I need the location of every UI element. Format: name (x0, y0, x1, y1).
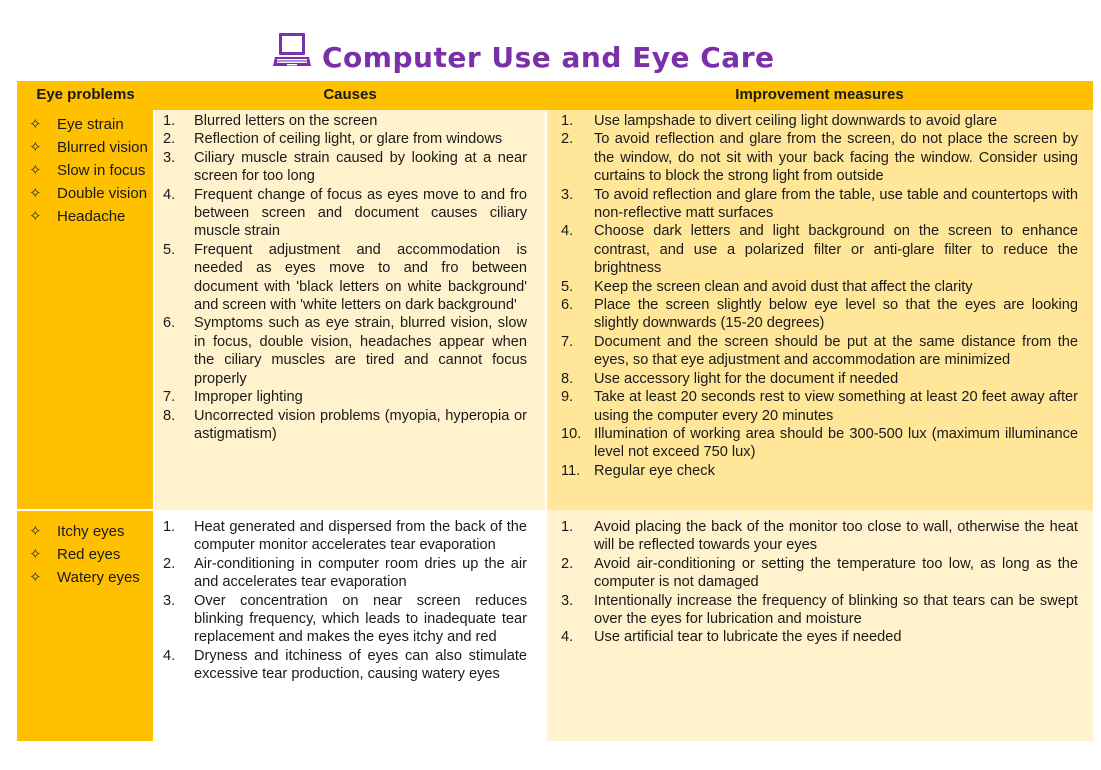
laptop-icon (272, 30, 312, 70)
four-point-star-icon: ✧ (29, 139, 42, 156)
table-row (17, 510, 1093, 741)
list-item-text: Use accessory light for the document if needed (594, 370, 899, 387)
list-item-text: To avoid reflection and glare from the table, use table and countertops with non-reflective matt surfaces (594, 186, 1078, 222)
causes-cell (154, 110, 546, 510)
list-number: 1. (561, 519, 574, 535)
eye-problem-item (29, 161, 153, 180)
header-improvement-measures: Improvement measures (546, 81, 1093, 110)
list-number: 2. (163, 555, 176, 572)
four-point-star-icon: ✧ (29, 116, 42, 133)
list-item-text: Document and the screen should be put at the same distance from the eyes, so that eye adjustment and accommodation are minimized (594, 333, 1078, 369)
list-item (155, 130, 545, 148)
list-item (547, 278, 1093, 296)
list-item-text: Uncorrected vision problems (myopia, hyperopia or astigmatism) (194, 407, 527, 442)
list-item-text: Keep the screen clean and avoid dust that affect the clarity (594, 278, 973, 295)
list-number: 7. (561, 333, 574, 350)
list-number: 6. (561, 297, 574, 314)
list-item (155, 241, 545, 315)
eye-problem-label: Itchy eyes (57, 523, 125, 540)
eye-problem-label: Double vision (57, 185, 148, 202)
page-title: Computer Use and Eye Care (322, 41, 775, 74)
list-number: 10. (561, 425, 582, 442)
list-number: 1. (163, 113, 176, 129)
list-item-text: Use artificial tear to lubricate the eyes if needed (594, 629, 902, 646)
list-item (547, 518, 1093, 555)
list-item-text: Heat generated and dispersed from the back of the computer monitor accelerates tear evaporation (194, 519, 527, 554)
four-point-star-icon: ✧ (29, 185, 42, 202)
list-item (547, 592, 1093, 629)
list-number: 3. (561, 592, 574, 609)
eye-problem-label: Blurred vision (57, 139, 148, 156)
list-item (155, 149, 545, 186)
list-number: 6. (163, 315, 176, 332)
list-item (155, 112, 545, 130)
eye-problem-label: Red eyes (57, 546, 121, 563)
list-number: 5. (163, 241, 176, 258)
problems-cell (17, 510, 154, 741)
list-number: 9. (561, 389, 574, 406)
list-item-text: Ciliary muscle strain caused by looking at a near screen for too long (194, 149, 527, 185)
list-item (155, 388, 545, 406)
list-item (547, 370, 1093, 388)
list-number: 1. (561, 113, 574, 129)
list-item-text: Improper lighting (194, 389, 303, 406)
eye-problem-item (29, 522, 153, 541)
list-number: 7. (163, 389, 176, 406)
eye-problem-item (29, 207, 153, 226)
list-item-text: Illumination of working area should be 300-500 lux (maximum illuminance level not exceed 750 lux) (594, 425, 1078, 461)
list-item (155, 647, 545, 684)
list-number: 4. (163, 186, 176, 203)
list-number: 1. (163, 519, 176, 535)
list-number: 4. (561, 223, 574, 240)
list-number: 2. (561, 555, 574, 572)
four-point-star-icon: ✧ (29, 569, 42, 586)
header-eye-problems: Eye problems (17, 81, 154, 110)
eye-problem-item (29, 545, 153, 564)
measures-cell (546, 510, 1093, 741)
list-item (547, 186, 1093, 223)
list-item (547, 462, 1093, 480)
list-item-text: Dryness and itchiness of eyes can also stimulate excessive tear production, causing watery eyes (194, 647, 527, 683)
list-number: 4. (163, 647, 176, 664)
list-number: 8. (163, 407, 176, 424)
table-row (17, 110, 1093, 510)
list-item-text: Intentionally increase the frequency of blinking so that tears can be swept over the eyes for lubrication and moisture (594, 592, 1078, 628)
list-number: 4. (561, 629, 574, 646)
list-item-text: Symptoms such as eye strain, blurred vision, slow in focus, double vision, headaches appear when the ciliary muscles are tired and cannot focus properly (194, 315, 527, 387)
list-item-text: Frequent adjustment and accommodation is needed as eyes move to and fro between document with 'black letters on white background' and screen with 'white letters on dark background' (194, 241, 527, 314)
list-item-text: Over concentration on near screen reduces blinking frequency, which leads to inadequate tear replacement and makes the eyes itchy and red (194, 592, 527, 646)
list-number: 3. (561, 186, 574, 203)
list-item-text: Reflection of ceiling light, or glare from windows (194, 131, 503, 148)
list-item (155, 518, 545, 555)
causes-cell (154, 510, 546, 741)
list-number: 8. (561, 370, 574, 387)
list-item (547, 628, 1093, 646)
list-item-text: Frequent change of focus as eyes move to and fro between screen and document causes ciliary muscle strain (194, 186, 527, 240)
list-item (547, 555, 1093, 592)
list-item (155, 186, 545, 241)
list-item-text: Air-conditioning in computer room dries up the air and accelerates tear evaporation (194, 555, 527, 591)
list-item (155, 592, 545, 647)
four-point-star-icon: ✧ (29, 523, 42, 540)
list-item-text: Avoid air-conditioning or setting the temperature too low, as long as the computer is not damaged (594, 555, 1078, 591)
four-point-star-icon: ✧ (29, 162, 42, 179)
list-number: 11. (561, 462, 581, 479)
header-causes: Causes (154, 81, 546, 110)
list-item-text: Blurred letters on the screen (194, 113, 378, 129)
table-header-row (17, 81, 1093, 110)
eye-problem-item (29, 184, 153, 203)
eye-problem-item (29, 115, 153, 134)
list-item-text: Use lampshade to divert ceiling light downwards to avoid glare (594, 113, 998, 129)
list-item (547, 222, 1093, 277)
eye-problem-item (29, 568, 153, 587)
list-item (547, 388, 1093, 425)
list-item (547, 296, 1093, 333)
page-header (272, 30, 775, 74)
eye-problem-label: Slow in focus (57, 162, 146, 179)
list-item-text: To avoid reflection and glare from the screen, do not place the screen by the window, do not sit with your back facing the window. Consider using curtains to block the strong light from outside (594, 131, 1078, 185)
list-item-text: Regular eye check (594, 462, 715, 479)
list-item (155, 555, 545, 592)
problems-cell (17, 110, 154, 510)
list-item (547, 425, 1093, 462)
list-number: 2. (561, 131, 574, 148)
eye-problem-label: Headache (57, 208, 126, 225)
list-number: 3. (163, 149, 176, 166)
list-item-text: Take at least 20 seconds rest to view something at least 20 feet away after using the computer every 20 minutes (594, 389, 1078, 424)
list-item-text: Avoid placing the back of the monitor too close to wall, otherwise the heat will be reflected towards your eyes (594, 519, 1078, 554)
four-point-star-icon: ✧ (29, 546, 42, 563)
list-item (547, 130, 1093, 185)
list-item (155, 314, 545, 388)
list-item (547, 112, 1093, 130)
measures-cell (546, 110, 1093, 510)
list-item-text: Choose dark letters and light background on the screen to enhance contrast, and use a polarized filter or anti-glare filter to reduce the brightness (594, 223, 1078, 277)
list-item-text: Place the screen slightly below eye level so that the eyes are looking slightly downwards (15-20 degrees) (594, 297, 1078, 332)
eye-care-table (17, 81, 1093, 741)
list-item (155, 407, 545, 444)
list-number: 3. (163, 592, 176, 609)
list-item (547, 333, 1093, 370)
eye-problem-item (29, 138, 153, 157)
list-number: 2. (163, 131, 176, 148)
list-number: 5. (561, 278, 574, 295)
four-point-star-icon: ✧ (29, 208, 42, 225)
eye-problem-label: Watery eyes (57, 569, 140, 586)
eye-problem-label: Eye strain (57, 116, 124, 133)
